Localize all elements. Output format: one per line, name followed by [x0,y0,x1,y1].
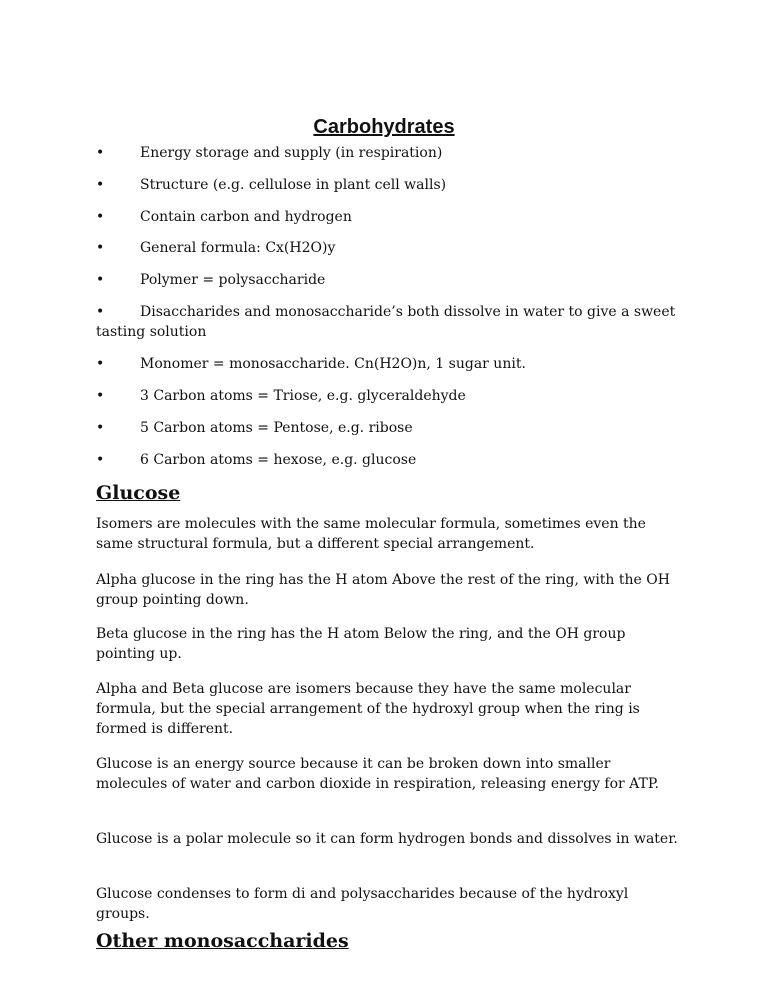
bullet-text: Energy storage and supply (in respiration) [140,145,443,161]
bullet-item [96,270,686,290]
bullet-text: Disaccharides and monosaccharide’s both dissolve in water to give a sweet tasting solution [96,304,676,340]
paragraph: Alpha and Beta glucose are isomers because they have the same molecular formula, but the special arrangement of the hydroxyl group when the ring is formed is different. [96,681,640,737]
document-title: Carbohydrates [313,116,455,138]
bullet-text: 5 Carbon atoms = Pentose, e.g. ribose [140,420,413,436]
bullet-icon: • [96,209,105,225]
bullet-item [96,418,686,438]
bullet-item [96,238,686,258]
bullet-item [96,354,686,374]
bullet-item [96,143,686,163]
bullet-icon: • [96,272,105,288]
bullet-icon: • [96,145,105,161]
bullet-icon: • [96,420,105,436]
bullet-item [96,386,686,406]
paragraph: Glucose is a polar molecule so it can form hydrogen bonds and dissolves in water. [96,831,678,847]
paragraph: Beta glucose in the ring has the H atom Below the ring, and the OH group pointing up. [96,626,626,662]
bullet-icon: • [96,388,105,404]
paragraph: Alpha glucose in the ring has the H atom Above the rest of the ring, with the OH group pointing down. [96,572,670,608]
paragraph: Glucose is an energy source because it can be broken down into smaller molecules of water and carbon dioxide in respiration, releasing energy for ATP. [96,756,659,792]
bullet-item [96,450,686,470]
bullet-text: 3 Carbon atoms = Triose, e.g. glyceraldehyde [140,388,466,404]
bullet-text: Polymer = polysaccharide [140,272,326,288]
bullet-icon: • [96,304,105,320]
paragraph: Glucose condenses to form di and polysaccharides because of the hydroxyl groups. [96,886,629,922]
bullet-icon: • [96,177,105,193]
bullet-text: Contain carbon and hydrogen [140,209,352,225]
bullet-icon: • [96,356,105,372]
glucose-heading: Glucose [96,482,181,504]
bullet-icon: • [96,452,105,468]
bullet-icon: • [96,240,105,256]
bullet-item [96,302,686,342]
bullet-item [96,175,686,195]
bullet-text: General formula: Cx(H2O)y [140,240,336,256]
bullet-item [96,207,686,227]
paragraph: Isomers are molecules with the same molecular formula, sometimes even the same structural formula, but a different special arrangement. [96,516,646,552]
bullet-text: Monomer = monosaccharide. Cn(H2O)n, 1 sugar unit. [140,356,526,372]
bullet-text: Structure (e.g. cellulose in plant cell walls) [140,177,447,193]
bullet-text: 6 Carbon atoms = hexose, e.g. glucose [140,452,417,468]
other-monosaccharides-heading: Other monosaccharides [96,930,349,952]
